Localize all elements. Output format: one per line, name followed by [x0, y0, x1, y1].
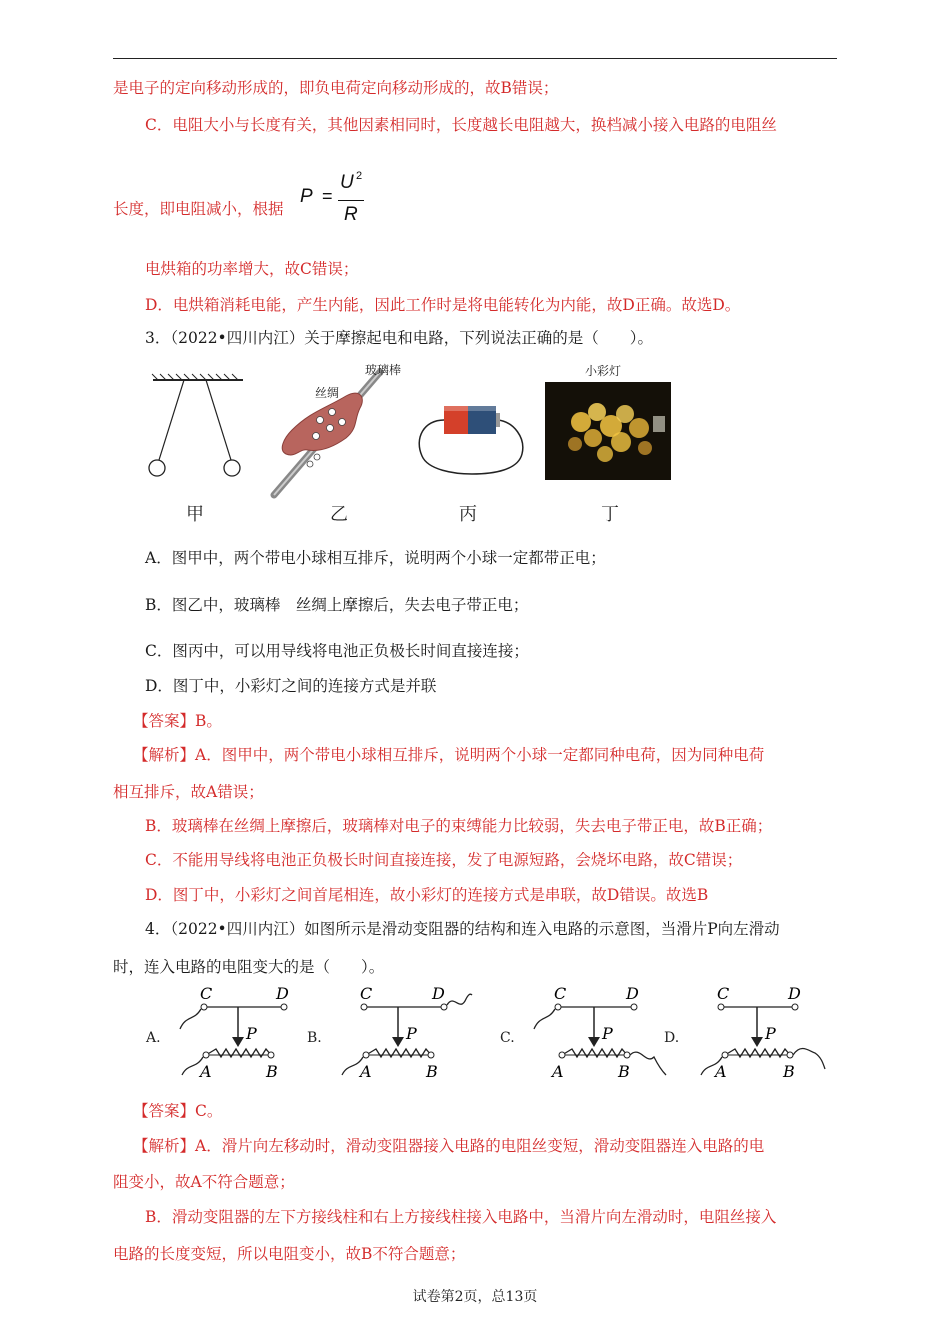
terminal-p: P [246, 1024, 257, 1043]
terminal-d: D [626, 985, 639, 1003]
rheostat-diagram-c [522, 985, 672, 1081]
terminal-a: A [715, 1062, 727, 1081]
caption-bing: 丙 [459, 504, 477, 525]
question-4-stem: 4．（2022•四川内江）如图所示是滑动变阻器的结构和连入电路的示意图，当滑片P向左滑动 [145, 920, 780, 938]
terminal-p: P [602, 1024, 613, 1043]
terminal-a: A [552, 1062, 564, 1081]
caption-ding: 丁 [601, 504, 619, 525]
caption-yi: 乙 [330, 504, 348, 525]
power-formula [300, 172, 370, 232]
terminal-b: B [783, 1062, 795, 1081]
label-glass-rod: 玻璃棒 [365, 363, 402, 377]
label-small-lights: 小彩灯 [585, 364, 622, 378]
text-line: C．电阻大小与长度有关，其他因素相同时，长度越长电阻越大，换档减小接入电路的电阻丝 [145, 116, 777, 134]
explanation-line: 相互排斥，故A错误； [113, 783, 264, 801]
terminal-b: B [426, 1062, 438, 1081]
option-d: D．图丁中，小彩灯之间的连接方式是并联 [145, 677, 437, 695]
formula-exponent: 2 [356, 170, 363, 182]
formula-numerator: U [340, 172, 354, 193]
text-line: D．电烘箱消耗电能，产生内能，因此工作时是将电能转化为内能，故D正确。故选D。 [145, 296, 741, 314]
terminal-b: B [266, 1062, 278, 1081]
terminal-d: D [276, 985, 289, 1003]
answer-q3: 【答案】B。 [133, 712, 222, 730]
explanation-line: B．滑动变阻器的左下方接线柱和右上方接线柱接入电路中，当滑片向左滑动时，电阻丝接入 [145, 1208, 777, 1226]
explanation-line: 电路的长度变短，所以电阻变小，故B不符合题意； [113, 1245, 466, 1263]
fraction-bar [338, 200, 364, 201]
terminal-c: C [554, 985, 567, 1003]
caption-jia: 甲 [186, 504, 204, 525]
explanation-line: 【解析】A．滑片向左移动时，滑动变阻器接入电路的电阻丝变短，滑动变阻器连入电路的电 [133, 1137, 765, 1155]
terminal-p: P [406, 1024, 417, 1043]
terminal-d: D [788, 985, 801, 1003]
terminal-c: C [717, 985, 730, 1003]
terminal-d: D [432, 985, 445, 1003]
text-line: 电烘箱的功率增大，故C错误； [145, 260, 359, 278]
formula-lhs: P [300, 186, 313, 207]
terminal-c: C [200, 985, 213, 1003]
terminal-c: C [360, 985, 373, 1003]
explanation-line: 阻变小，故A不符合题意； [113, 1173, 295, 1191]
question-3-stem: 3．（2022•四川内江）关于摩擦起电和电路，下列说法正确的是（ ）。 [145, 329, 653, 347]
figure-ding-string-lights [545, 382, 671, 480]
page-footer: 试卷第2页，总13页 [412, 1289, 538, 1305]
formula-denominator: R [344, 204, 358, 225]
terminal-a: A [360, 1062, 372, 1081]
header-rule [113, 58, 837, 59]
answer-q4: 【答案】C。 [133, 1102, 223, 1120]
rheostat-option-label: C. [500, 1030, 515, 1046]
figure-bing-battery [414, 398, 528, 480]
explanation-line: D．图丁中，小彩灯之间首尾相连，故小彩灯的连接方式是串联，故D错误。故选B [145, 886, 709, 904]
rheostat-diagram-a [168, 985, 298, 1081]
rheostat-option-label: A. [146, 1030, 161, 1046]
rheostat-option-label: B. [307, 1030, 322, 1046]
explanation-line: 【解析】A．图甲中，两个带电小球相互排斥，说明两个小球一定都同种电荷，因为同种电荷 [133, 746, 765, 764]
label-silk: 丝绸 [315, 386, 340, 400]
option-a: A．图甲中，两个带电小球相互排斥，说明两个小球一定都带正电； [145, 549, 606, 567]
terminal-a: A [200, 1062, 212, 1081]
question-4-stem: 时，连入电路的电阻变大的是（ ）。 [113, 958, 385, 976]
option-c: C．图丙中，可以用导线将电池正负极长时间直接连接； [145, 642, 529, 660]
terminal-b: B [618, 1062, 630, 1081]
explanation-line: C．不能用导线将电池正负极长时间直接连接，发了电源短路，会烧坏电路，故C错误； [145, 851, 743, 869]
rheostat-diagram-b [328, 985, 478, 1081]
rheostat-diagram-d [685, 985, 830, 1081]
formula-eq: = [322, 186, 333, 206]
terminal-p: P [765, 1024, 776, 1043]
rheostat-option-label: D. [664, 1030, 680, 1046]
explanation-line: B．玻璃棒在丝绸上摩擦后，玻璃棒对电子的束缚能力比较弱，失去电子带正电，故B正确； [145, 817, 773, 835]
option-b: B．图乙中，玻璃棒 丝绸上摩擦后，失去电子带正电； [145, 596, 529, 614]
text-line: 是电子的定向移动形成的，即负电荷定向移动形成的，故B错误； [113, 79, 559, 97]
figure-jia-pendulum [148, 372, 248, 482]
text-line: 长度，即电阻减小，根据 [113, 200, 284, 218]
